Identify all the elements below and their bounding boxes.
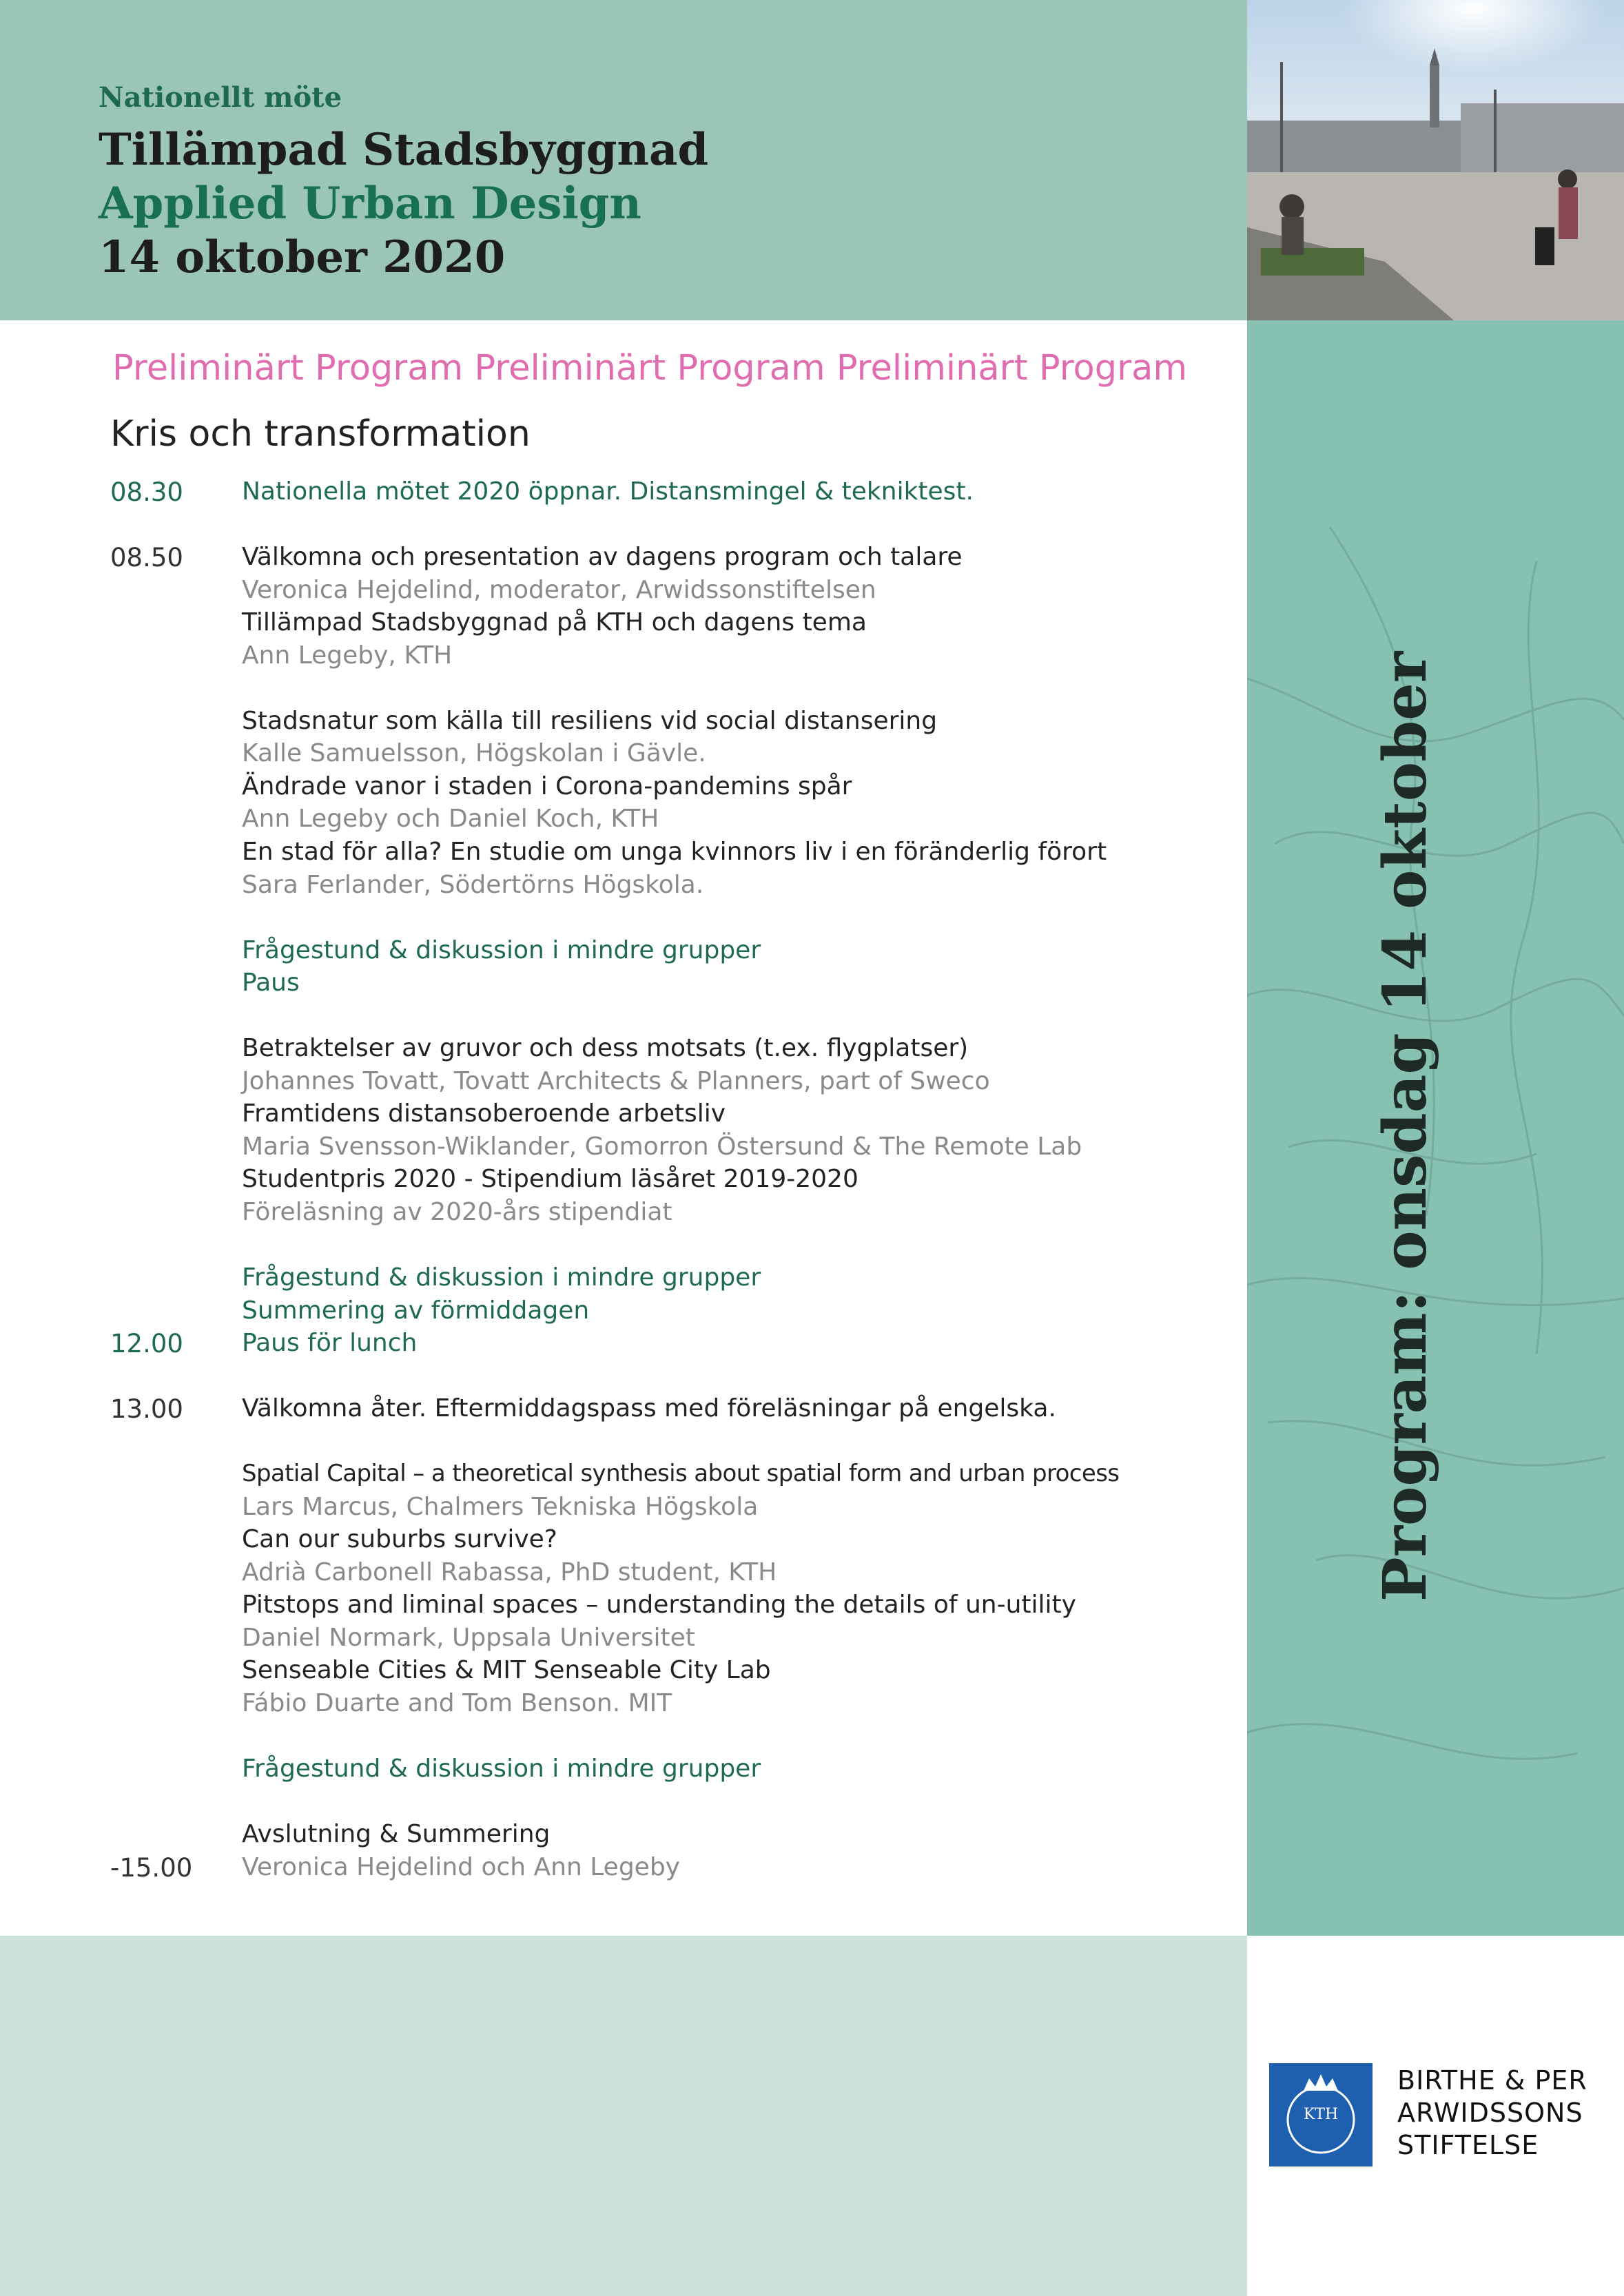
program-line: Ann Legeby och Daniel Koch, KTH (242, 805, 659, 833)
program-line: Paus för lunch (242, 1329, 418, 1357)
header-band (0, 0, 1247, 320)
program-line: Ändrade vanor i staden i Corona-pandemins spår (242, 772, 852, 800)
kicker: Nationellt möte (99, 81, 342, 114)
kth-logo-text: KTH (1303, 2106, 1339, 2123)
program-line: Avslutning & Summering (242, 1820, 551, 1848)
kth-logo (1269, 2063, 1373, 2166)
program-line: Adrià Carbonell Rabassa, PhD student, KTH (242, 1558, 777, 1586)
foundation-name-line-1: BIRTHE & PER (1397, 2065, 1587, 2096)
title-swedish: Tillämpad Stadsbyggnad (99, 124, 709, 176)
program-line: Frågestund & diskussion i mindre grupper (242, 936, 761, 964)
time-0830: 08.30 (110, 477, 183, 507)
theme-heading: Kris och transformation (110, 413, 531, 455)
program-line: Pitstops and liminal spaces – understanding the details of un-utility (242, 1591, 1076, 1619)
program-line: Veronica Hejdelind och Ann Legeby (242, 1853, 680, 1881)
program-line: Daniel Normark, Uppsala Universitet (242, 1624, 695, 1652)
time-1200: 12.00 (110, 1329, 183, 1358)
program-line: Fábio Duarte and Tom Benson. MIT (242, 1689, 672, 1717)
program-line: Sara Ferlander, Södertörns Högskola. (242, 871, 704, 899)
program-line: Senseable Cities & MIT Senseable City Lab (242, 1656, 771, 1684)
time-1500: -15.00 (110, 1853, 193, 1883)
program-line: Stadsnatur som källa till resiliens vid social distansering (242, 707, 938, 735)
program-line: Kalle Samuelsson, Högskolan i Gävle. (242, 739, 706, 767)
program-line: Can our suburbs survive? (242, 1525, 557, 1553)
program-line: Välkomna och presentation av dagens program och talare (242, 543, 963, 571)
time-1300: 13.00 (110, 1394, 183, 1424)
program-line: Föreläsning av 2020-års stipendiat (242, 1198, 672, 1226)
event-date: 14 oktober 2020 (99, 231, 506, 283)
program-line: Paus (242, 969, 300, 997)
footer-band (0, 1936, 1247, 2296)
program-line: Veronica Hejdelind, moderator, Arwidssonstiftelsen (242, 576, 876, 604)
city-photo (1247, 0, 1624, 320)
program-line: Framtidens distansoberoende arbetsliv (242, 1099, 726, 1128)
preliminary-program-heading: Preliminärt Program Preliminärt Program Preliminärt Program (112, 348, 1188, 389)
program-line: Lars Marcus, Chalmers Tekniska Högskola (242, 1493, 759, 1521)
program-line: Maria Svensson-Wiklander, Gomorron Östersund & The Remote Lab (242, 1133, 1082, 1161)
foundation-name-line-2: ARWIDSSONS (1397, 2098, 1583, 2128)
sidebar-title-wrap (1368, 651, 1443, 1602)
title-english: Applied Urban Design (99, 178, 641, 229)
program-line: Tillämpad Stadsbyggnad på KTH och dagens tema (242, 608, 867, 637)
program-line: Summering av förmiddagen (242, 1296, 590, 1325)
program-line: Betraktelser av gruvor och dess motsats (t.ex. flygplatser) (242, 1034, 969, 1062)
program-line: Studentpris 2020 - Stipendium läsåret 2019-2020 (242, 1165, 859, 1193)
program-line: Frågestund & diskussion i mindre grupper (242, 1263, 761, 1292)
program-line: Nationella mötet 2020 öppnar. Distansmingel & tekniktest. (242, 477, 974, 506)
program-line: En stad för alla? En studie om unga kvinnors liv i en föränderlig förort (242, 838, 1107, 866)
program-line: Välkomna åter. Eftermiddagspass med föreläsningar på engelska. (242, 1394, 1056, 1423)
sidebar-title: Program: onsdag 14 oktober (1370, 651, 1440, 1602)
program-line: Ann Legeby, KTH (242, 641, 453, 670)
time-0850: 08.50 (110, 543, 183, 572)
foundation-name-line-3: STIFTELSE (1397, 2130, 1539, 2160)
program-line: Johannes Tovatt, Tovatt Architects & Planners, part of Sweco (242, 1067, 990, 1095)
program-line: Frågestund & diskussion i mindre grupper (242, 1755, 761, 1783)
program-line: Spatial Capital – a theoretical synthesis about spatial form and urban process (242, 1460, 1120, 1487)
